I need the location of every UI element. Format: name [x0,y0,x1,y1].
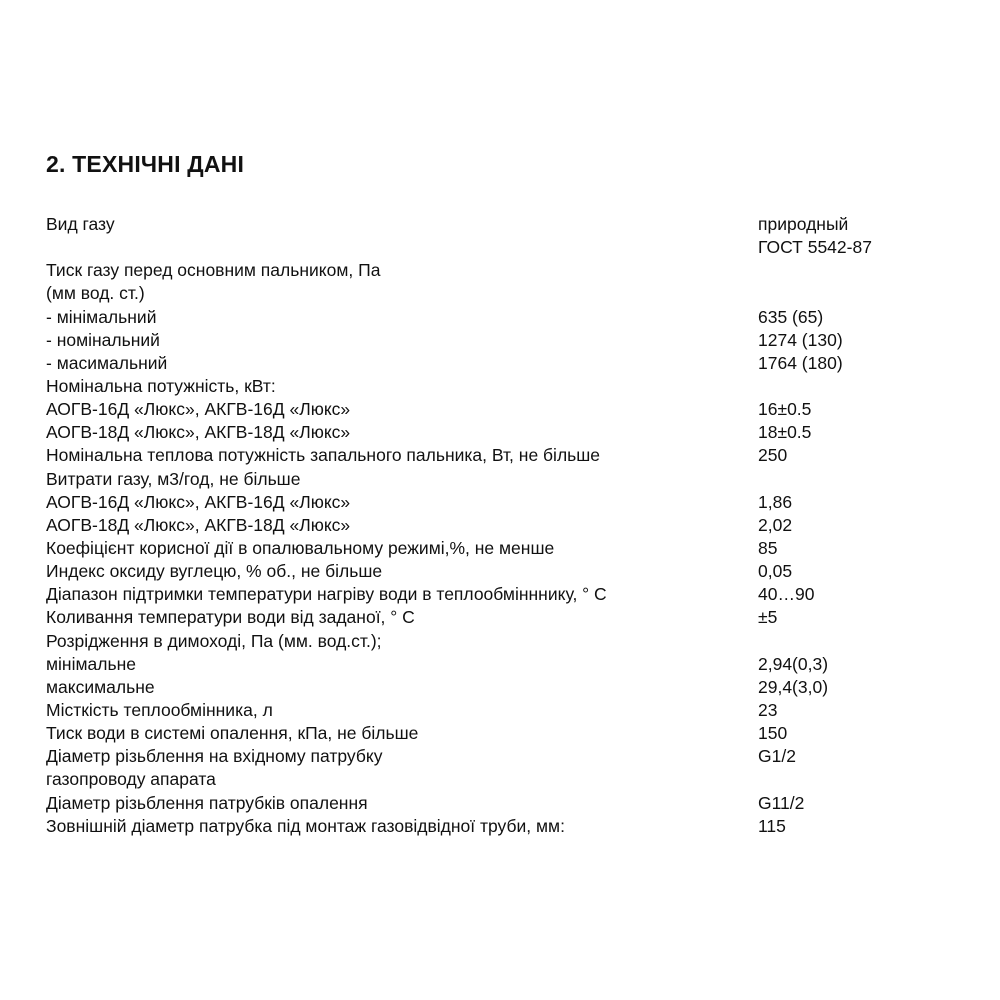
section-title: 2. ТЕХНІЧНІ ДАНІ [46,151,245,177]
spec-value: природный [758,214,849,234]
spec-row [46,676,946,699]
spec-label: Коефіцієнт корисної дії в опалювальному режимі,%, не менше [46,537,555,558]
spec-label: - мінімальний [46,306,157,327]
spec-value: 29,4(3,0) [758,676,829,697]
spec-row [46,583,946,606]
spec-label: АОГВ-18Д «Люкс», АКГВ-18Д «Люкс» [46,422,351,443]
spec-label: АОГВ-16Д «Люкс», АКГВ-16Д «Люкс» [46,399,351,420]
spec-row [46,213,946,236]
spec-row [46,537,946,560]
spec-row [46,745,946,768]
spec-value: 0,05 [758,561,793,582]
spec-value: 2,02 [758,514,793,535]
spec-row [46,606,946,629]
spec-row [46,768,946,791]
spec-label: АОГВ-16Д «Люкс», АКГВ-16Д «Люкс» [46,491,351,512]
spec-label: Индекс оксиду вуглецю, % об., не більше [46,561,383,582]
spec-list [46,213,946,838]
spec-value: G1/2 [758,746,796,767]
spec-row [46,491,946,514]
spec-label: Розрідження в димоході, Па (мм. вод.ст.); [46,630,382,651]
spec-value: 1764 (180) [758,352,843,373]
spec-value: 40…90 [758,584,815,605]
spec-value: 150 [758,723,788,744]
spec-label: мінімальне [46,653,136,674]
spec-value: 635 (65) [758,306,824,327]
spec-value: 16±0.5 [758,399,812,420]
spec-label: Місткість теплообмінника, л [46,699,273,720]
spec-row [46,352,946,375]
spec-value: 85 [758,537,778,558]
spec-label: Коливання температури води від заданої, ° С [46,607,415,628]
spec-value: 250 [758,445,788,466]
spec-label: (мм вод. ст.) [46,283,145,304]
spec-label: Тиск води в системі опалення, кПа, не більше [46,723,419,744]
spec-label: Вид газу [46,214,115,234]
spec-label: Витрати газу, м3/год, не більше [46,468,301,489]
spec-row [46,259,946,282]
spec-row [46,815,946,838]
spec-row [46,375,946,398]
spec-value: ±5 [758,607,778,628]
spec-row [46,282,946,305]
spec-row [46,421,946,444]
spec-row [46,630,946,653]
spec-row [46,329,946,352]
spec-row [46,560,946,583]
spec-row [46,699,946,722]
spec-row [46,792,946,815]
spec-label: Тиск газу перед основним пальником, Па [46,260,381,281]
spec-label: Діаметр різьблення патрубків опалення [46,792,368,813]
spec-row [46,306,946,329]
spec-label: Діапазон підтримки температури нагріву води в теплообмінннику, ° С [46,584,607,605]
spec-row [46,236,946,259]
spec-value: ГОСТ 5542-87 [758,237,872,258]
spec-label: газопроводу апарата [46,769,216,790]
spec-value: 115 [758,815,786,836]
spec-row [46,514,946,537]
spec-label: Номінальна потужність, кВт: [46,375,276,396]
spec-label: Номінальна теплова потужність запального пальника, Вт, не більше [46,445,601,466]
spec-label: максимальне [46,676,155,697]
spec-label: - масимальний [46,352,168,373]
spec-value: 1274 (130) [758,329,843,350]
spec-label: Діаметр різьблення на вхідному патрубку [46,746,383,767]
spec-value: G11/2 [758,792,805,813]
spec-row [46,398,946,421]
spec-value: 23 [758,699,778,720]
spec-label: Зовнішній діаметр патрубка під монтаж газовідвідної труби, мм: [46,815,565,836]
spec-row [46,722,946,745]
spec-label: - номінальний [46,329,160,350]
spec-value: 1,86 [758,491,793,512]
spec-value: 18±0.5 [758,422,812,443]
spec-value: 2,94(0,3) [758,653,829,674]
spec-row [46,468,946,491]
spec-row [46,653,946,676]
spec-label: АОГВ-18Д «Люкс», АКГВ-18Д «Люкс» [46,514,351,535]
spec-row [46,444,946,467]
